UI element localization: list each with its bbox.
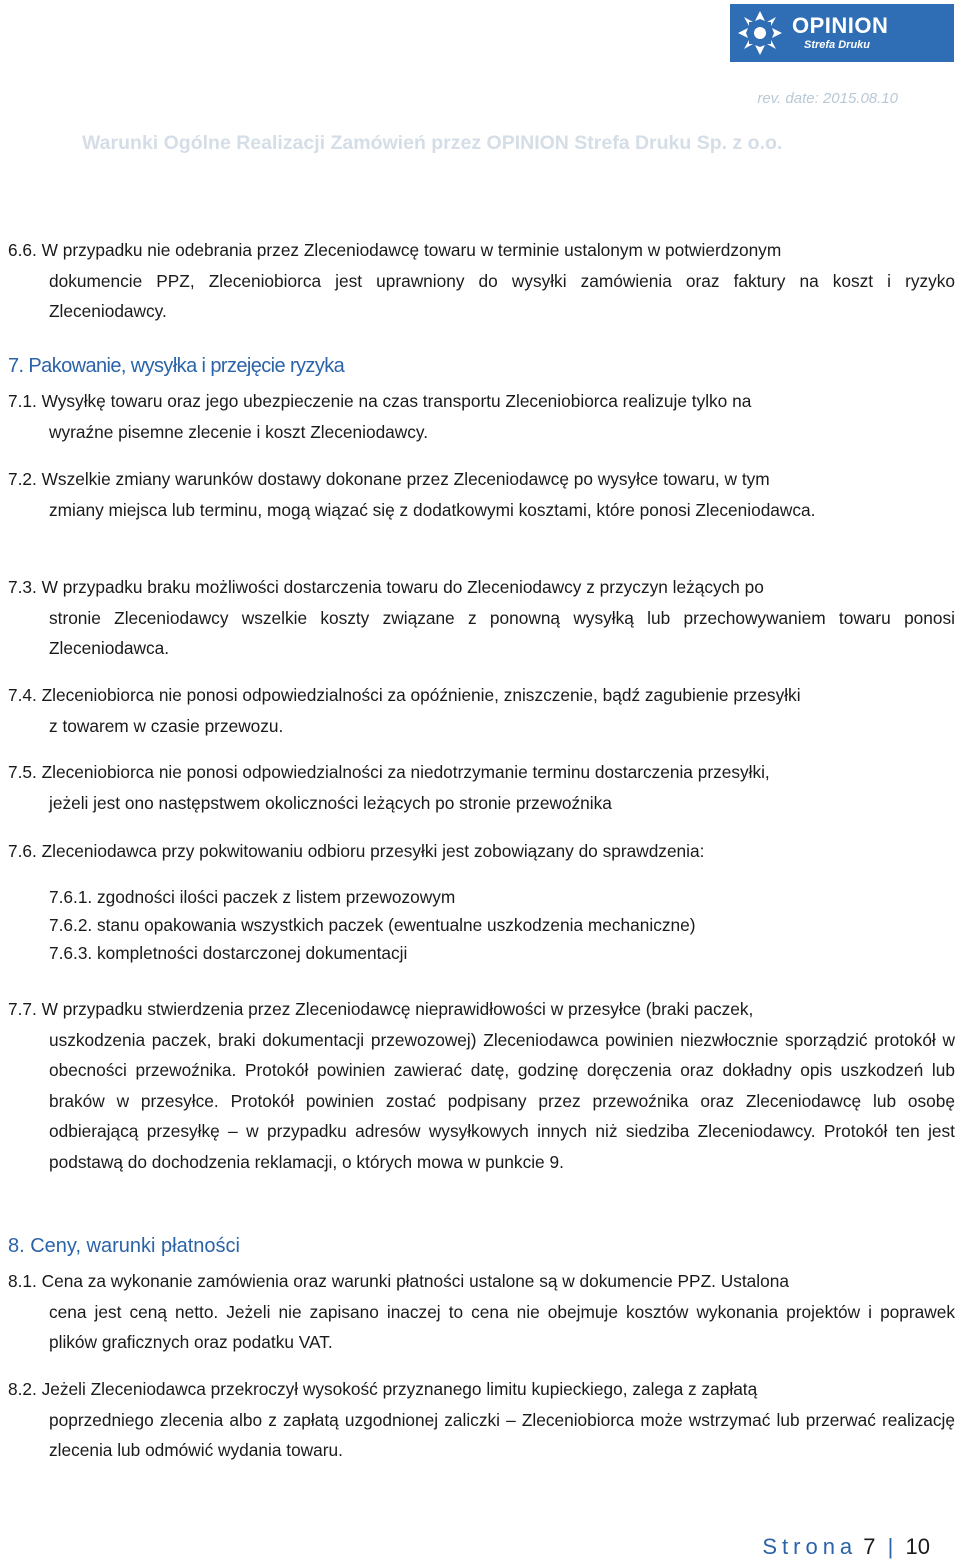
paragraph-7-3 <box>8 572 955 664</box>
paragraph-first-line: 7.6. Zleceniodawca przy pokwitowaniu odbioru przesyłki jest zobowiązany do sprawdzenia: <box>8 841 705 861</box>
paragraph-continuation: jeżeli jest ono następstwem okoliczności leżących po stronie przewoźnika <box>49 792 612 813</box>
list-item-7-6-1: 7.6.1. zgodności ilości paczek z listem przewozowym <box>49 887 456 907</box>
paragraph-first-line: 7.2. Wszelkie zmiany warunków dostawy dokonane przez Zleceniodawcę po wysyłce towaru, w tym <box>8 469 770 489</box>
paragraph-8-1 <box>8 1266 955 1358</box>
paragraph-7-6 <box>8 836 955 867</box>
paragraph-continuation: uszkodzenia paczek, braki dokumentacji przewozowej) Zleceniodawca powinien niezwłocznie sporządzić protokół w obecności przewoźnika. Protokół powinien zawierać datę, godzinę doręczenia oraz dokładny opis uszkodzeń lub braków w przesyłce. Protokół powinien zostać podpisany przez przewoźnika oraz Zleceniodawcę lub osobę odbierającą przesyłkę – w przypadku adresów wysyłkowych innych niż siedziba Zleceniodawcy. Protokół ten jest podstawą do dochodzenia reklamacji, o których mowa w punkcie 9. <box>49 1029 955 1172</box>
paragraph-7-7 <box>8 994 955 1177</box>
paragraph-first-line: 7.4. Zleceniobiorca nie ponosi odpowiedzialności za opóźnienie, zniszczenie, bądź zagubienie przesyłki <box>8 685 801 705</box>
paragraph-first-line: 7.5. Zleceniobiorca nie ponosi odpowiedzialności za niedotrzymanie terminu dostarczenia przesyłki, <box>8 762 770 782</box>
document-title: Warunki Ogólne Realizacji Zamówień przez OPINION Strefa Druku Sp. z o.o. <box>82 132 783 154</box>
list-item-7-6-2: 7.6.2. stanu opakowania wszystkich paczek (ewentualne uszkodzenia mechaniczne) <box>49 915 696 935</box>
list-item-7-6-3: 7.6.3. kompletności dostarczonej dokumentacji <box>49 943 408 963</box>
paragraph-continuation: zmiany miejsca lub terminu, mogą wiązać się z dodatkowymi kosztami, które ponosi Zleceniodawca. <box>49 499 816 520</box>
page-separator: | <box>887 1534 894 1559</box>
section-8-heading: 8. Ceny, warunki płatności <box>8 1235 240 1257</box>
paragraph-continuation: dokumencie PPZ, Zleceniobiorca jest uprawniony do wysyłki zamówienia oraz faktury na koszt i ryzyko Zleceniodawcy. <box>49 270 955 321</box>
company-logo <box>730 4 954 62</box>
paragraph-first-line: 6.6. W przypadku nie odebrania przez Zleceniodawcę towaru w terminie ustalonym w potwierdzonym <box>8 240 782 260</box>
paragraph-7-4 <box>8 680 955 741</box>
logo-name: OPINION <box>792 13 889 38</box>
opinion-logo-icon <box>736 9 784 57</box>
paragraph-first-line: 7.1. Wysyłkę towaru oraz jego ubezpieczenie na czas transportu Zleceniobiorca realizuje tylko na <box>8 391 752 411</box>
paragraph-7-1 <box>8 386 955 447</box>
page-total: 10 <box>905 1534 930 1559</box>
paragraph-7-5 <box>8 757 955 818</box>
section-7-heading: 7. Pakowanie, wysyłka i przejęcie ryzyka <box>8 355 345 377</box>
paragraph-first-line: 7.3. W przypadku braku możliwości dostarczenia towaru do Zleceniodawcy z przyczyn leżących po <box>8 577 764 597</box>
paragraph-first-line: 8.2. Jeżeli Zleceniodawca przekroczył wysokość przyznanego limitu kupieckiego, zalega z zapłatą <box>8 1379 758 1399</box>
paragraph-continuation: cena jest ceną netto. Jeżeli nie zapisano inaczej to cena nie obejmuje kosztów wykonania projektów i poprawek plików graficznych oraz podatku VAT. <box>49 1301 955 1352</box>
paragraph-continuation: poprzedniego zlecenia albo z zapłatą uzgodnionej zaliczki – Zleceniobiorca może wstrzymać lub przerwać realizację zlecenia lub odmówić wydania towaru. <box>49 1409 955 1460</box>
page-footer <box>762 1534 930 1560</box>
paragraph-7-2 <box>8 464 955 525</box>
page-number: 7 <box>863 1534 876 1559</box>
paragraph-first-line: 7.7. W przypadku stwierdzenia przez Zleceniodawcę nieprawidłowości w przesyłce (braki paczek, <box>8 999 754 1019</box>
paragraph-8-2 <box>8 1374 955 1466</box>
paragraph-first-line: 8.1. Cena za wykonanie zamówienia oraz warunki płatności ustalone są w dokumencie PPZ. Ustalona <box>8 1271 789 1291</box>
paragraph-6-6 <box>8 235 955 327</box>
page-label: Strona <box>762 1534 858 1559</box>
logo-subtitle: Strefa Druku <box>804 39 871 51</box>
revision-date: rev. date: 2015.08.10 <box>757 90 898 107</box>
paragraph-continuation: z towarem w czasie przewozu. <box>49 715 284 736</box>
paragraph-continuation: stronie Zleceniodawcy wszelkie koszty związane z ponowną wysyłką lub przechowywaniem towaru ponosi Zleceniodawca. <box>49 607 955 658</box>
paragraph-continuation: wyraźne pisemne zlecenie i koszt Zleceniodawcy. <box>49 421 429 442</box>
